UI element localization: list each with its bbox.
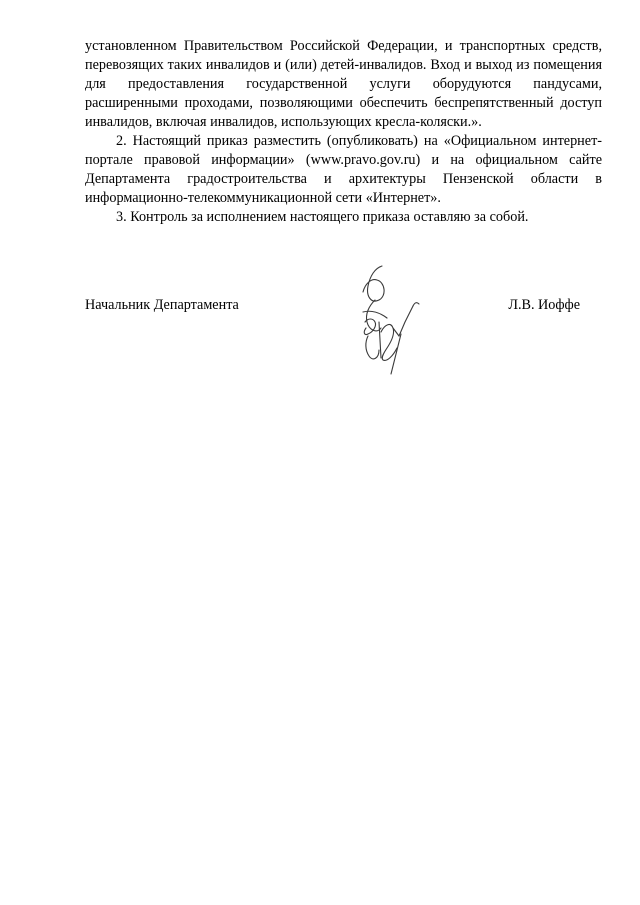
document-body	[85, 37, 602, 227]
signatory-name: Л.В. Иоффе	[508, 297, 580, 313]
signatory-position: Начальник Департамента	[85, 297, 239, 313]
paragraph-item-2: 2. Настоящий приказ разместить (опубликовать) на «Официальном интернет-портале правовой информации» (www.pravo.gov.ru) и на официальном сайте Департамента градостроительства и архитектуры Пензенской области в информационно-телекоммуникационной сети «Интернет».	[85, 133, 602, 207]
signature-block	[85, 296, 580, 320]
paragraph-continuation: установленном Правительством Российской Федерации, и транспортных средств, перевозящих таких инвалидов и (или) детей-инвалидов. Вход и выход из помещения для предоставления государственной услуги оборудуются пандусами, расширенными проходами, позволяющими обеспечить беспрепятственный доступ инвалидов, включая инвалидов, использующих кресла-коляски.».	[85, 38, 602, 131]
paragraph-item-3: 3. Контроль за исполнением настоящего приказа оставляю за собой.	[116, 209, 529, 226]
handwritten-signature-icon	[335, 262, 445, 382]
